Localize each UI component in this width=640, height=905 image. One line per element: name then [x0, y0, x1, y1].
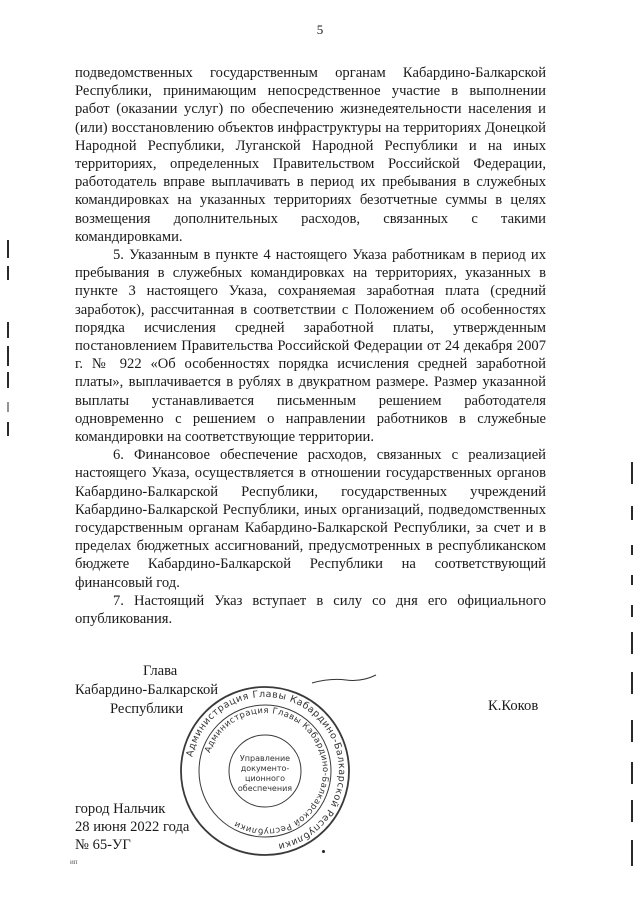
signatory-name: К.Коков — [488, 698, 539, 714]
scan-dot — [322, 850, 325, 853]
paragraph-continuation: подведомственных государственным органам Кабардино-Балкарской Республики, принимающим непосредственное участие в выполнении работ (оказании услуг) по обеспечению жизнедеятельности населения и (или) восстановлению объектов инфраструктуры на территориях Донецкой Народной Республики, Луганской Народной Республики и на иных территориях, определенных Правительством Российской Федерации, работодатель вправе выплачивать в период их пребывания в служебных командировках на указанных территориях безотчетные суммы в целях возмещения дополнительных расходов, связанных с такими командировками. — [75, 65, 546, 245]
scan-mark — [631, 462, 633, 484]
signature-title-line1: Глава — [143, 663, 178, 679]
decree-body — [75, 64, 546, 628]
scan-mark — [7, 372, 9, 388]
svg-text:Администрация Главы Кабардино-: Администрация Главы Кабардино-Балкарской Республики — [203, 705, 331, 837]
scan-mark — [631, 672, 633, 694]
scan-mark — [631, 720, 633, 742]
scan-mark — [7, 422, 9, 436]
scan-mark — [7, 402, 9, 412]
place-and-date — [75, 800, 189, 854]
svg-text:документо-: документо- — [240, 764, 290, 773]
svg-text:обеспечения: обеспечения — [237, 784, 293, 793]
decree-number: № 65-УГ — [75, 837, 131, 853]
page-number: 5 — [316, 22, 324, 37]
signature-title-line2: Кабардино-Балкарской — [75, 682, 219, 698]
scan-mark — [631, 605, 633, 617]
paragraph-5: 5. Указанным в пункте 4 настоящего Указа работникам в период их пребывания в служебных командировках на территориях, указанных в пункте 3 настоящего Указа, сохраняемая заработная плата (средний заработок), рассчитанная в соответствии с Положением об особенностях порядка исчисления средней заработной платы, утвержденным постановлением Правительства Российской Федерации от 24 декабря 2007 г. № 922 «Об особенностях порядка исчисления средней заработной платы», выплачивается в рублях в двукратном размере. Размер указанной выплаты устанавливается письменным решением работодателя одновременно с решением о направлении работников в служебные командировки на соответствующие территории. — [75, 247, 546, 446]
paragraph-6: 6. Финансовое обеспечение расходов, связанных с реализацией настоящего Указа, осуществляется в отношении государственных органов Кабардино-Балкарской Республики, государственных учреждений Кабардино-Балкарской Республики, иных организаций, подведомственных государственным органам Кабардино-Балкарской Республики, за счет и в пределах бюджетных ассигнований, предусмотренных в республиканском бюджете Кабардино-Балкарской Республики на соответствующий финансовый год. — [75, 447, 546, 591]
scan-mark — [7, 266, 9, 280]
place: город Нальчик — [75, 801, 166, 817]
svg-text:ционного: ционного — [245, 774, 285, 783]
date: 28 июня 2022 года — [75, 819, 190, 835]
scan-mark — [631, 800, 633, 822]
scan-mark — [7, 346, 9, 366]
scan-mark — [631, 575, 633, 585]
scan-mark — [631, 762, 633, 784]
scan-mark — [7, 322, 9, 338]
scan-mark — [631, 632, 633, 654]
official-seal — [177, 683, 353, 859]
paragraph-7: 7. Настоящий Указ вступает в силу со дня его официального опубликования. — [75, 592, 546, 628]
svg-text:Управление: Управление — [239, 754, 291, 763]
scan-mark — [631, 545, 633, 555]
scan-mark — [7, 240, 9, 258]
svg-text:Администрация Главы Кабардино-: Администрация Главы Кабардино-Балкарской Республики — [184, 688, 348, 852]
scan-mark — [631, 840, 633, 866]
scan-mark — [631, 506, 633, 520]
signature-title-line3: Республики — [110, 701, 184, 717]
footer-mark: ип — [70, 858, 78, 866]
